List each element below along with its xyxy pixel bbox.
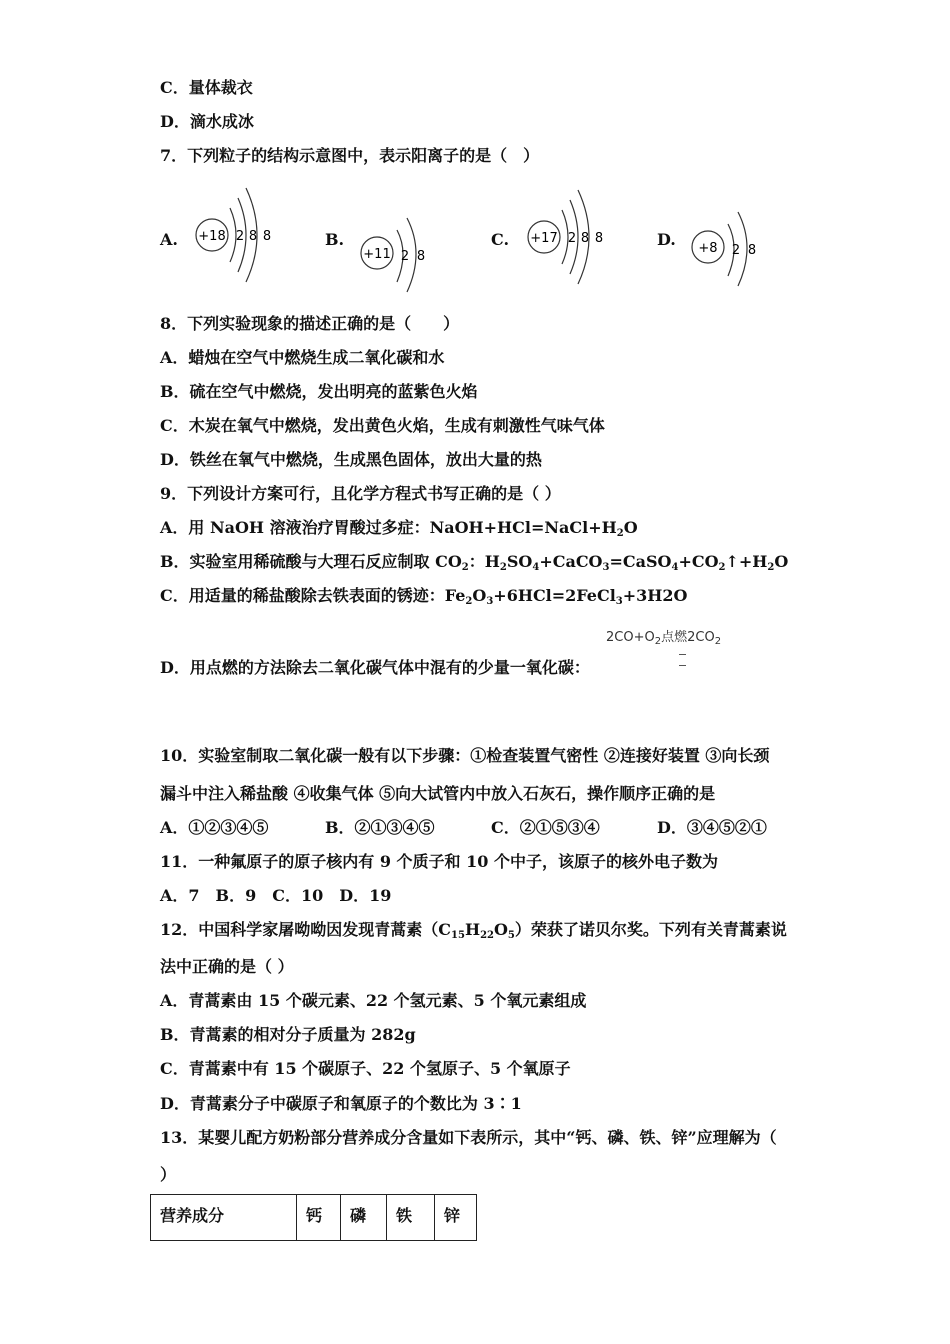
q11-options: A．7 B．9 C．10 D．19 [160,886,392,905]
q9-option-a: A．用 NaOH 溶液治疗胃酸过多症：$NaOH+HCl=NaCl+H_2O$ [160,518,638,539]
q9-option-d-equation: $2CO+O_2$点燃$2CO_2$ [606,630,722,647]
q10-stem-line-1: 10．实验室制取二氧化碳一般有以下步骤：①检查装置气密性 ②连接好装置 ③向长颈 [160,746,770,765]
table-row [151,1195,477,1241]
q7-a-shell-3: 8 [262,229,272,244]
q7-atom-diagram-c [522,180,622,286]
nutrition-table [150,1194,477,1241]
q8-option-c: C．木炭在氧气中燃烧，发出黄色火焰，生成有刺激性气味气体 [160,416,605,435]
q7-a-shell-2: 8 [248,229,258,244]
q7-a-nucleus: +18 [198,229,226,244]
q12-option-a: A．青蒿素由 15 个碳元素、22 个氢元素、5 个氧元素组成 [160,991,587,1010]
q10-option-b: B．②①③④⑤ [325,818,435,837]
q7-b-nucleus: +11 [363,247,391,262]
q7-d-shell-1: 2 [731,243,741,258]
q9-option-c: C．用适量的稀盐酸除去铁表面的锈迹：$Fe_2O_3+6HCl=2FeCl_3+3H2O$ [160,586,688,607]
q7-atom-diagram-b [355,208,445,298]
q7-b-shell-1: 2 [400,249,410,264]
q10-option-a: A．①②③④⑤ [160,818,269,837]
q9-stem: 9．下列设计方案可行，且化学方程式书写正确的是（ ） [160,484,561,503]
equation-bar-lower [679,665,686,666]
q11-stem: 11．一种氟原子的原子核内有 9 个质子和 10 个中子，该原子的核外电子数为 [160,852,718,871]
q8-stem: 8．下列实验现象的描述正确的是（ ） [160,314,460,333]
q8-option-b: B．硫在空气中燃烧，发出明亮的蓝紫色火焰 [160,382,478,401]
q12-stem-line-2: 法中正确的是（ ） [160,957,294,976]
q13-stem-line-2: ） [160,1165,177,1184]
q7-option-b-label: B. [325,230,345,249]
q7-d-nucleus: +8 [698,241,718,256]
q10-option-c: C．②①⑤③④ [491,818,600,837]
q7-stem: 7．下列粒子的结构示意图中，表示阳离子的是（ ） [160,146,540,165]
q10-option-d: D．③④⑤②① [657,818,767,837]
q7-c-shell-1: 2 [567,231,577,246]
q12-option-c: C．青蒿素中有 15 个碳原子、22 个氢原子、5 个氧原子 [160,1059,571,1078]
q7-option-d-label: D. [657,230,676,249]
table-header-zinc: 锌 [435,1195,477,1241]
q9-option-b: B．实验室用稀硫酸与大理石反应制取 $CO_2$：$H_2SO_4+CaCO_3=CaSO_4+CO_2↑+H_2O$ [160,552,789,573]
q8-option-d: D．铁丝在氧气中燃烧，生成黑色固体，放出大量的热 [160,450,542,469]
q12-stem-line-1: 12．中国科学家屠呦呦因发现青蒿素$(C_{15}H_{22}O_5)$荣获了诺贝尔奖。下列有关青蒿素说 [160,920,787,941]
q7-option-c-label: C. [491,230,510,249]
q10-stem-line-2: 漏斗中注入稀盐酸 ④收集气体 ⑤向大试管内中放入石灰石，操作顺序正确的是 [160,784,716,803]
q7-c-nucleus: +17 [530,231,558,246]
q7-a-shell-1: 2 [235,229,245,244]
q8-option-a: A．蜡烛在空气中燃烧生成二氧化碳和水 [160,348,445,367]
table-header-phosphorus: 磷 [341,1195,387,1241]
q7-option-a-label: A. [160,230,178,249]
table-header-iron: 铁 [387,1195,435,1241]
equation-bar-upper [679,654,686,655]
q12-option-d: D．青蒿素分子中碳原子和氧原子的个数比为 3∶1 [160,1094,522,1113]
q9-option-d: D．用点燃的方法除去二氧化碳气体中混有的少量一氧化碳： [160,658,590,677]
q12-option-b: B．青蒿素的相对分子质量为 282g [160,1025,416,1044]
q7-b-shell-2: 8 [416,249,426,264]
q13-stem-line-1: 13．某婴儿配方奶粉部分营养成分含量如下表所示，其中“钙、磷、铁、锌”应理解为（ [160,1128,777,1147]
q7-atom-diagram-a [190,178,290,288]
q6-option-c: C．量体裁衣 [160,78,253,97]
q6-option-d: D．滴水成冰 [160,112,254,131]
table-header-nutrient: 营养成分 [151,1195,297,1241]
q7-c-shell-3: 8 [594,231,604,246]
q7-atom-diagram-d [686,204,776,294]
q7-d-shell-2: 8 [747,243,757,258]
table-header-calcium: 钙 [297,1195,341,1241]
q7-c-shell-2: 8 [580,231,590,246]
